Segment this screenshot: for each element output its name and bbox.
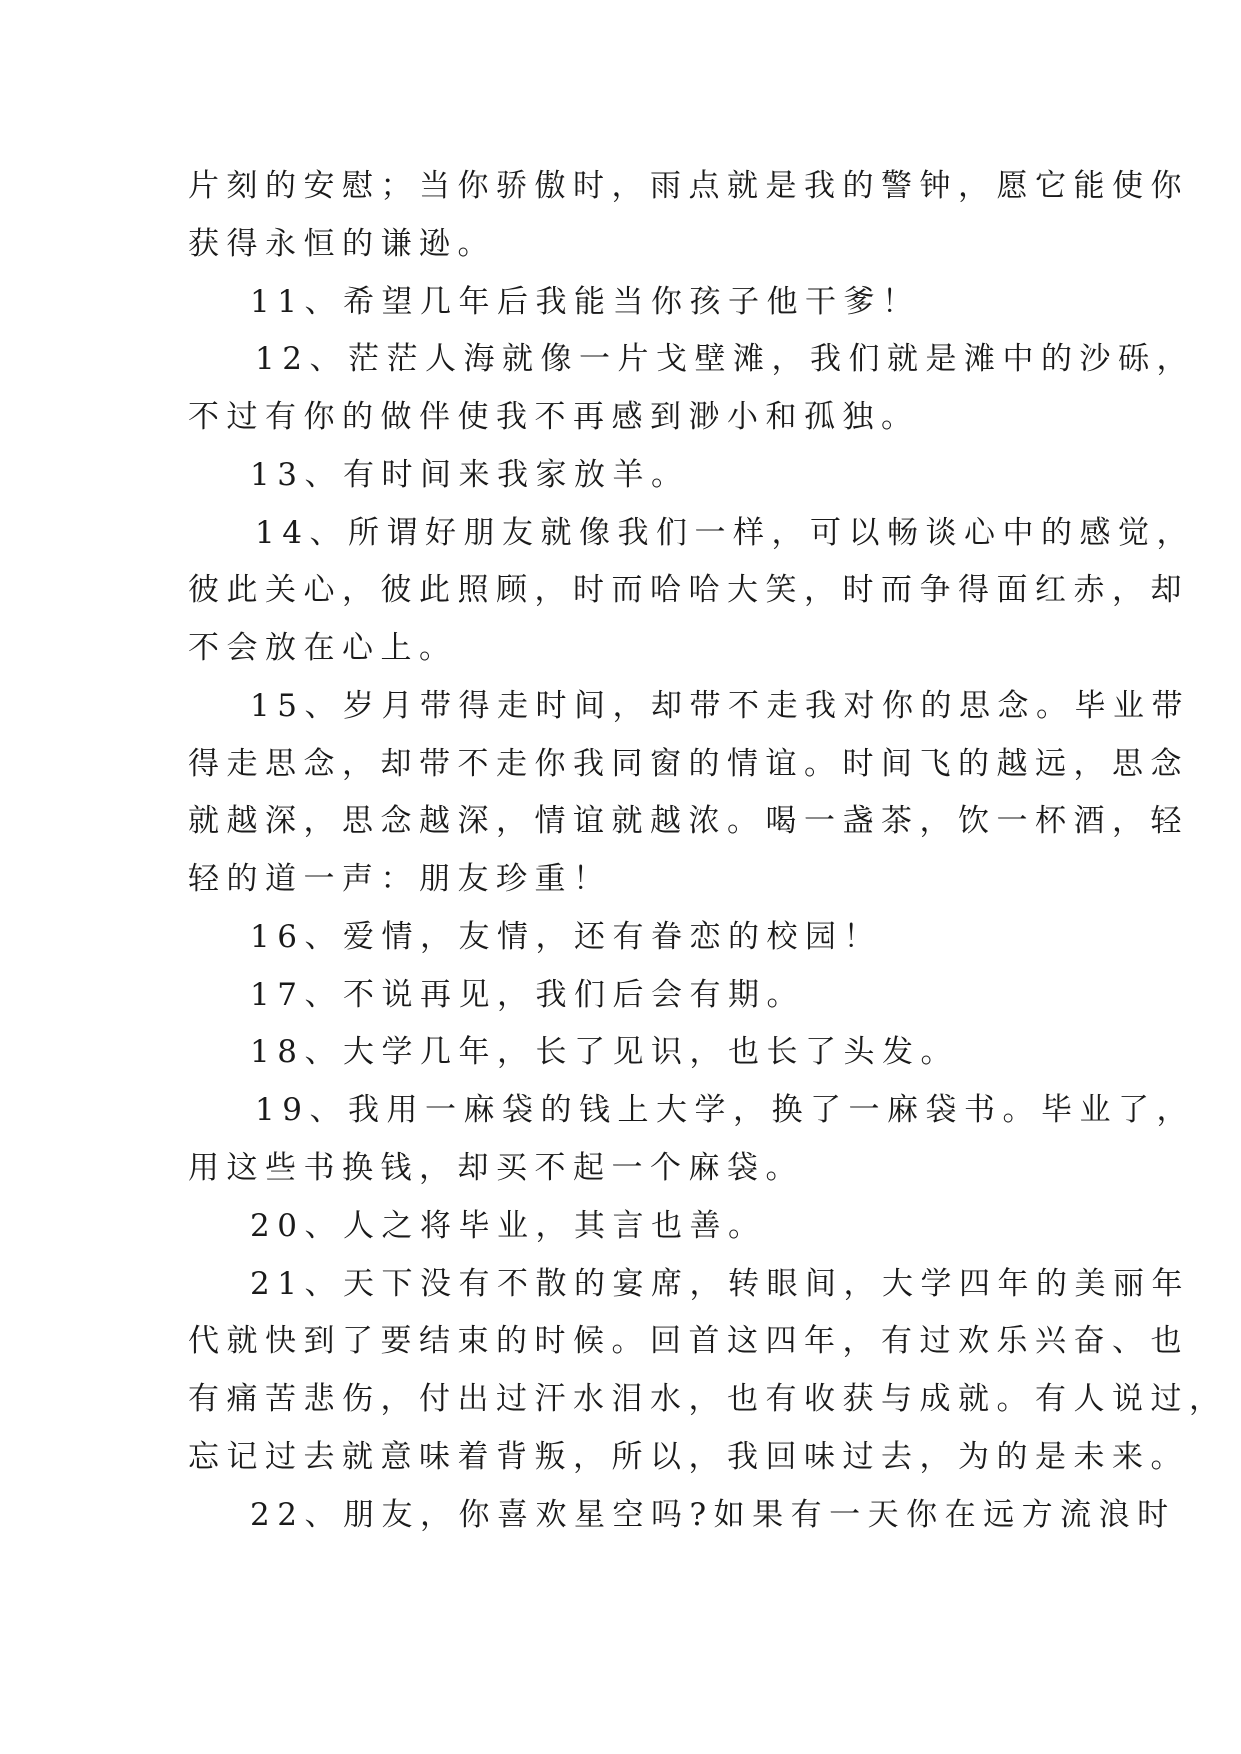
text-line: 片刻的安慰；当你骄傲时，雨点就是我的警钟，愿它能使你 [188, 168, 1189, 204]
list-item-21: 21、天下没有不散的宴席，转眼间，大学四年的美丽年 [250, 1266, 1190, 1302]
text-line: 得走思念，却带不走你我同窗的情谊。时间飞的越远，思念 [188, 746, 1189, 782]
text-line: 轻的道一声：朋友珍重！ [188, 861, 612, 897]
list-item-18: 18、大学几年，长了见识，也长了头发。 [250, 1034, 959, 1070]
text-line: 忘记过去就意味着背叛，所以，我回味过去，为的是未来。 [188, 1439, 1189, 1475]
list-item-19: 19、我用一麻袋的钱上大学，换了一麻袋书。毕业了， [255, 1092, 1195, 1128]
list-item-20: 20、人之将毕业，其言也善。 [250, 1208, 767, 1244]
list-item-12: 12、茫茫人海就像一片戈壁滩，我们就是滩中的沙砾， [255, 341, 1195, 377]
list-item-17: 17、不说再见，我们后会有期。 [250, 977, 805, 1013]
list-item-13: 13、有时间来我家放羊。 [250, 457, 690, 493]
list-item-16: 16、爱情，友情，还有眷恋的校园！ [250, 919, 882, 955]
text-line: 代就快到了要结束的时候。回首这四年，有过欢乐兴奋、也 [188, 1323, 1189, 1359]
list-item-22: 22、朋友，你喜欢星空吗?如果有一天你在远方流浪时 [250, 1497, 1176, 1533]
text-line: 有痛苦悲伤，付出过汗水泪水，也有收获与成就。有人说过， [188, 1381, 1228, 1417]
list-item-14: 14、所谓好朋友就像我们一样，可以畅谈心中的感觉， [255, 515, 1195, 551]
text-line: 获得永恒的谦逊。 [188, 226, 496, 262]
text-line: 就越深，思念越深，情谊就越浓。喝一盏茶，饮一杯酒，轻 [188, 803, 1189, 839]
text-line: 用这些书换钱，却买不起一个麻袋。 [188, 1150, 804, 1186]
text-line: 不会放在心上。 [188, 630, 458, 666]
text-line: 不过有你的做伴使我不再感到渺小和孤独。 [188, 399, 920, 435]
list-item-11: 11、希望几年后我能当你孩子他干爹！ [250, 284, 921, 320]
list-item-15: 15、岁月带得走时间，却带不走我对你的思念。毕业带 [250, 688, 1190, 724]
text-line: 彼此关心，彼此照顾，时而哈哈大笑，时而争得面红赤，却 [188, 572, 1189, 608]
